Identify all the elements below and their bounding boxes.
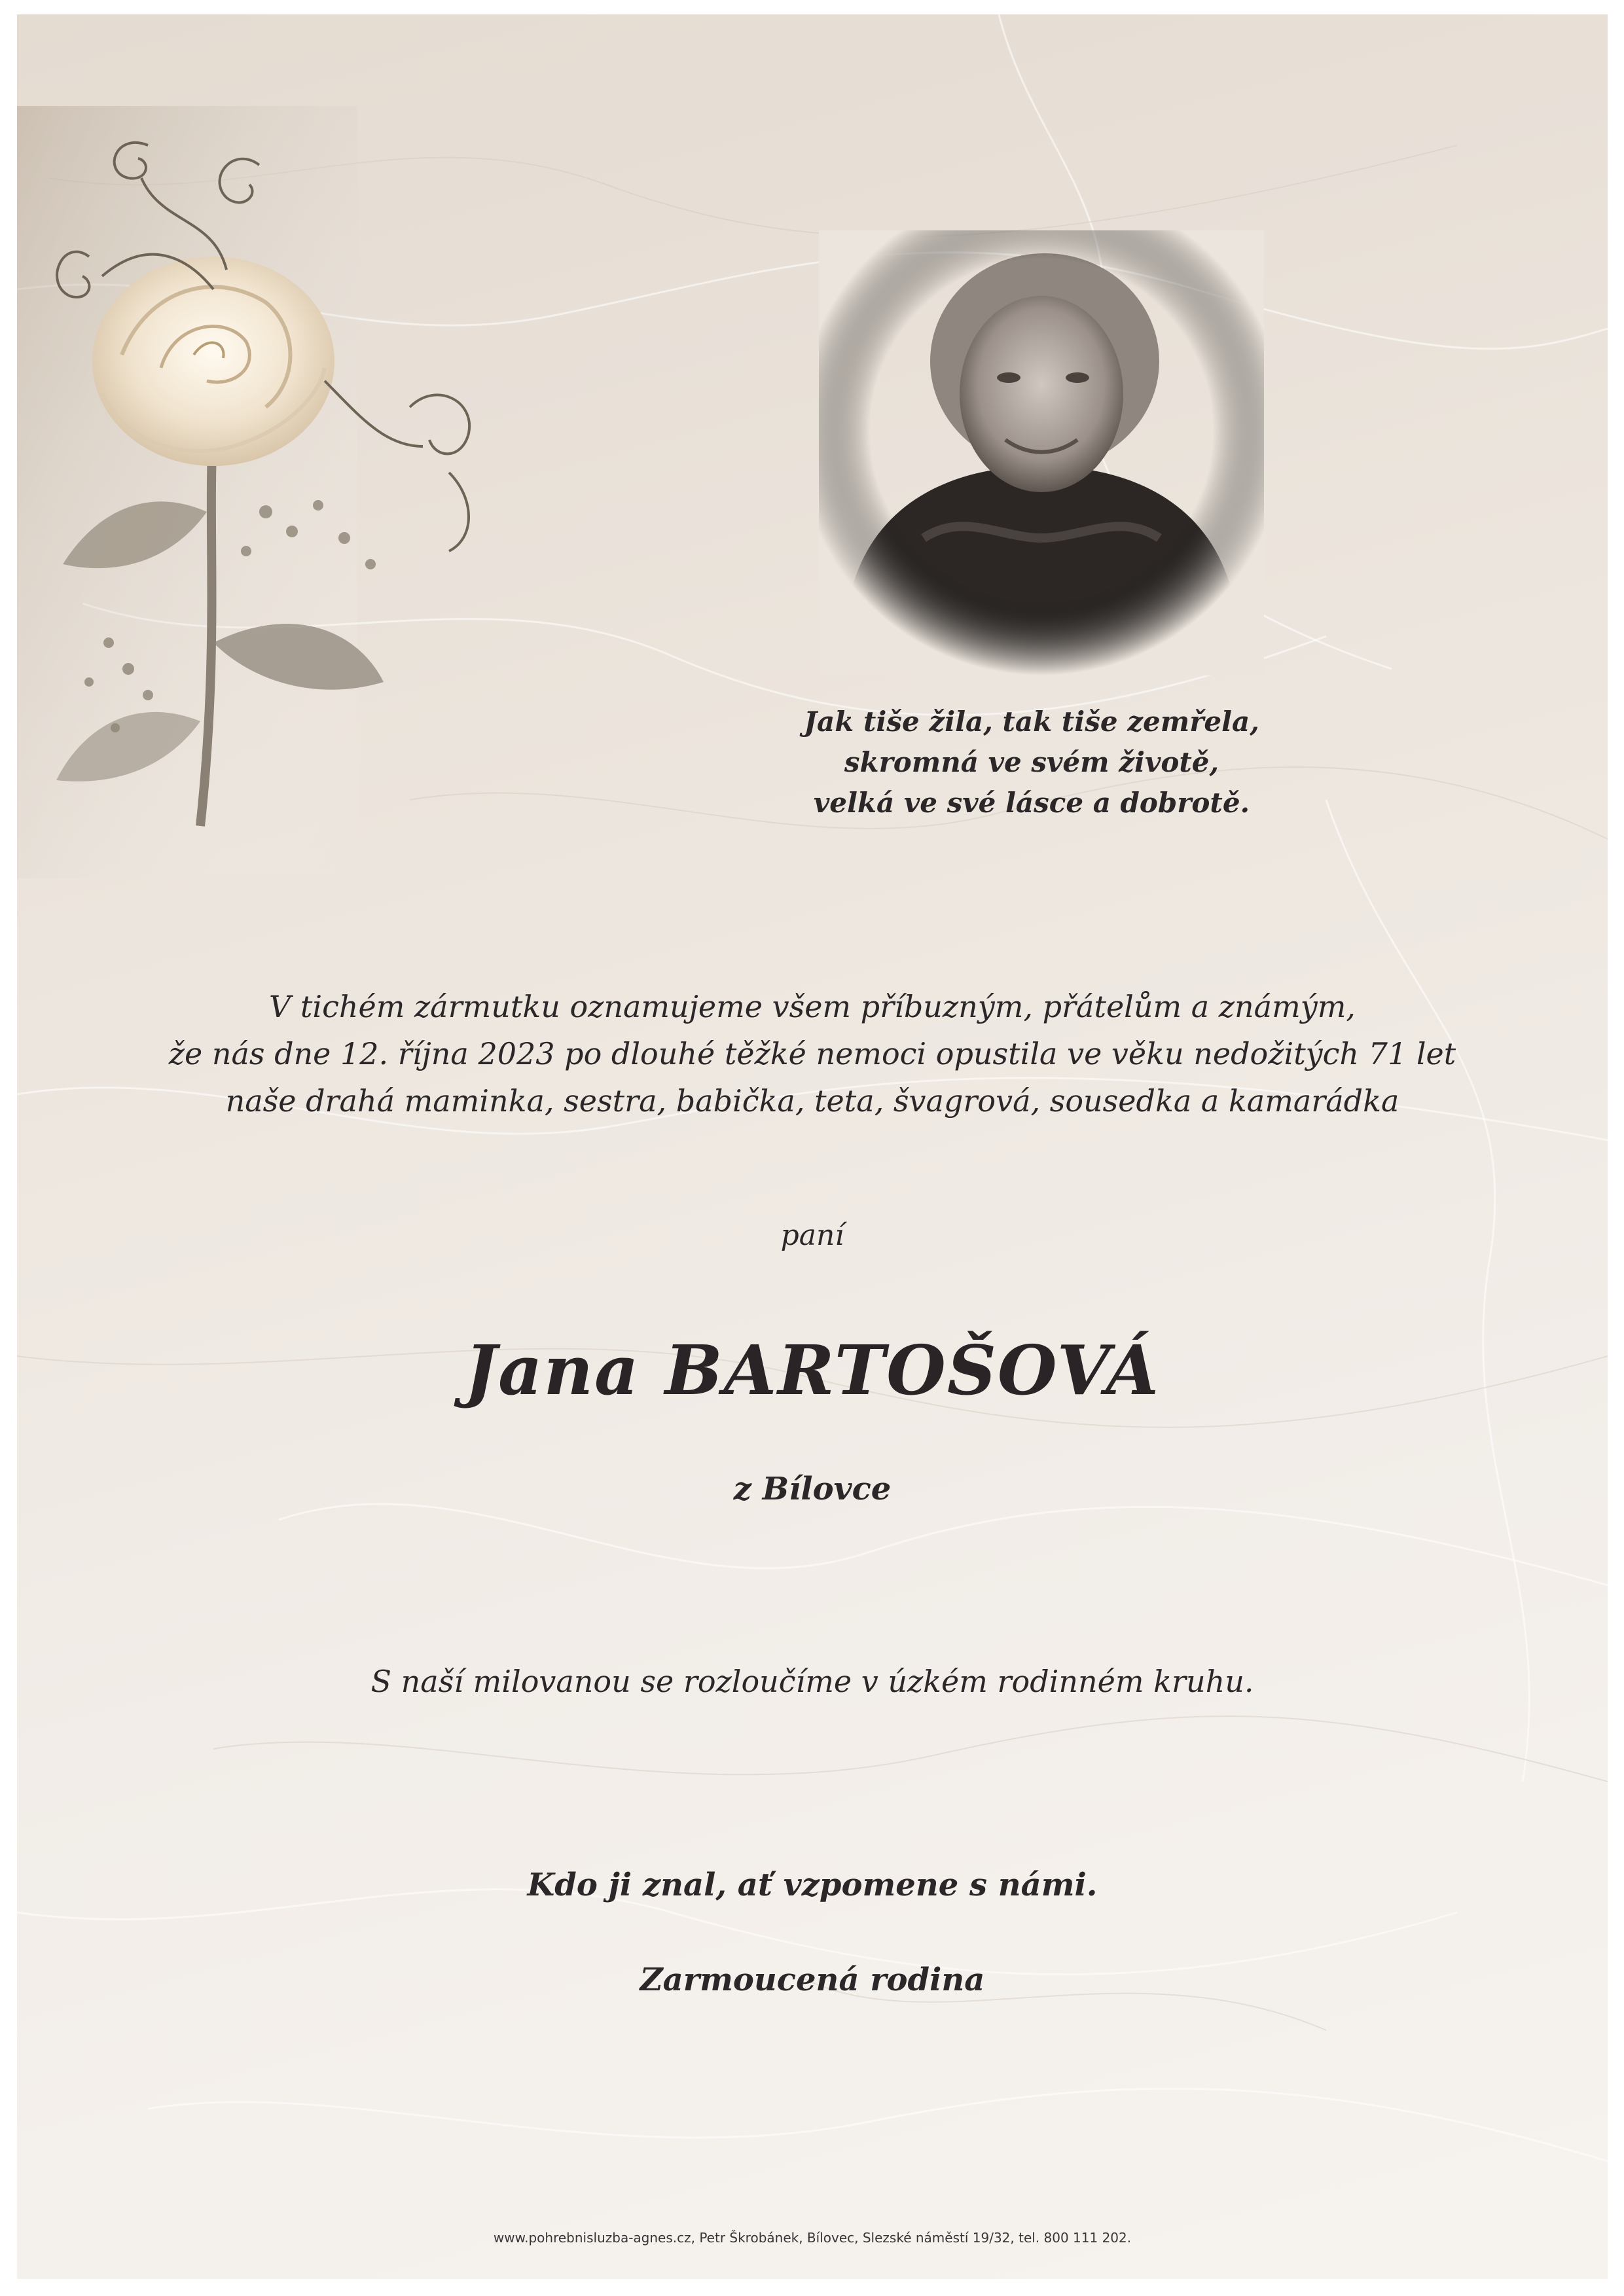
motto-verse [737, 702, 1326, 823]
portrait-photo [819, 230, 1264, 675]
title-word: paní [780, 1219, 844, 1252]
farewell-text: S naší milovanou se rozloučíme v úzkém rodinném kruhu. [370, 1664, 1254, 1699]
announcement-line: naše drahá maminka, sestra, babička, teta, švagrová, sousedka a kamarádka [225, 1083, 1399, 1119]
hometown: z Bílovce [733, 1471, 892, 1507]
announcement-text [17, 983, 1608, 1124]
announcement-line: že nás dne 12. října 2023 po dlouhé těžké nemoci opustila ve věku nedožitých 71 let [168, 1036, 1456, 1071]
footer-contact: www.pohrebnisluzba-agnes.cz, Petr Škrobánek, Bílovec, Slezské náměstí 19/32, tel. 800 111 202. [493, 2230, 1132, 2246]
rose-decoration-icon [17, 106, 514, 878]
motto-line: velká ve své lásce a dobrotě. [813, 787, 1250, 819]
motto-line: skromná ve svém životě, [844, 746, 1219, 778]
announcement-line: V tichém zármutku oznamujeme všem příbuzným, přátelům a známým, [269, 989, 1356, 1024]
signature-family: Zarmoucená rodina [640, 1962, 985, 1998]
deceased-name: Jana BARTOŠOVÁ [464, 1330, 1161, 1410]
obituary-sheet [17, 14, 1608, 2279]
motto-line: Jak tiše žila, tak tiše zemřela, [804, 706, 1259, 738]
remember-text: Kdo ji znal, ať vzpomene s námi. [527, 1867, 1098, 1903]
